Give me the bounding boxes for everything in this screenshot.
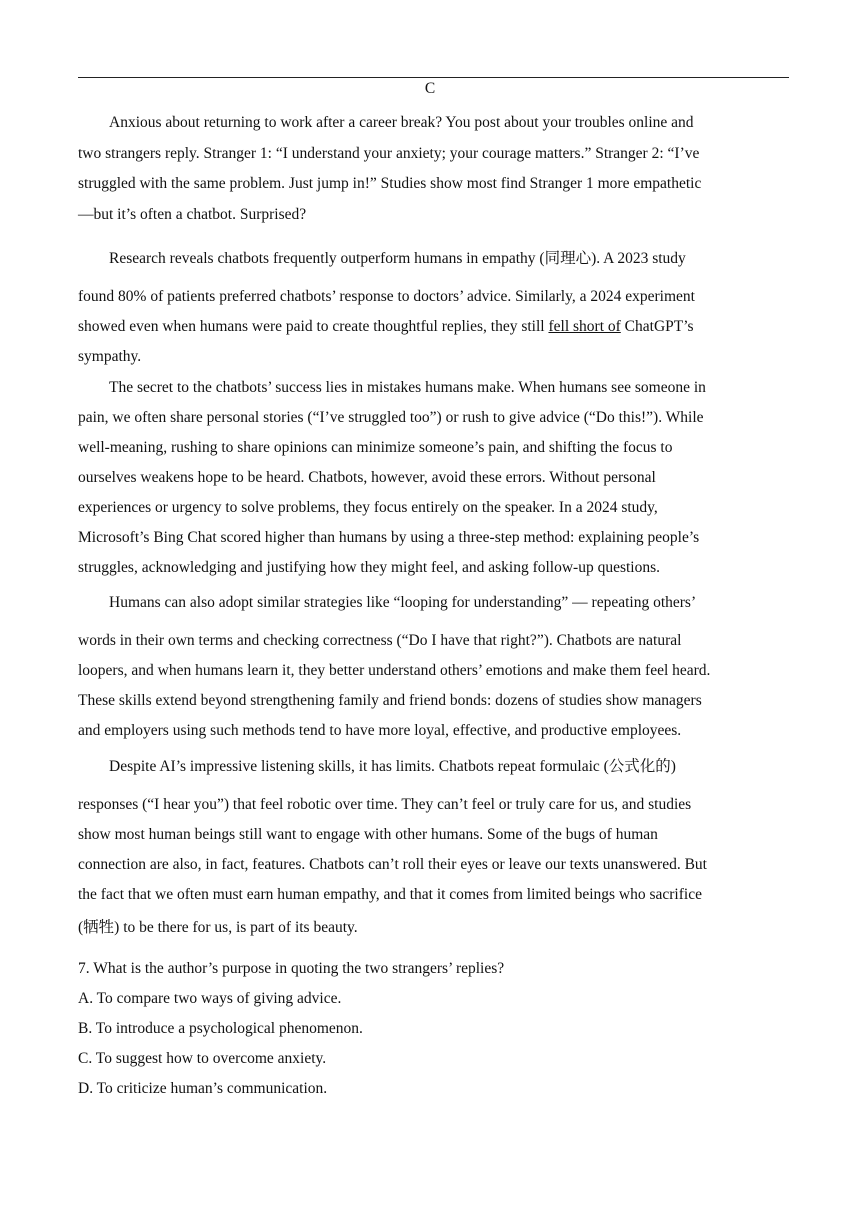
section-letter: C (424, 80, 436, 97)
paragraph-line: Despite AI’s impressive listening skills, it has limits. Chatbots repeat formulaic (公式化的) (109, 758, 676, 775)
paragraph-line: Humans can also adopt similar strategies like “looping for understanding” — repeating others’ (109, 594, 697, 611)
paragraph-line: Research reveals chatbots frequently outperform humans in empathy (同理心). A 2023 study (109, 250, 686, 267)
option-a: A. To compare two ways of giving advice. (78, 990, 342, 1007)
text-segment: showed even when humans were paid to create thoughtful replies, they still (78, 318, 549, 335)
option-d: D. To criticize human’s communication. (78, 1080, 328, 1097)
paragraph-line: struggled with the same problem. Just jump in!” Studies show most find Stranger 1 more empathetic (78, 175, 702, 192)
paragraph-line: Anxious about returning to work after a career break? You post about your troubles online and (109, 114, 694, 131)
paragraph-line: (牺牲) to be there for us, is part of its beauty. (78, 919, 358, 936)
paragraph-line: pain, we often share personal stories (“I’ve struggled too”) or rush to give advice (“Do this!”). While (78, 409, 704, 426)
paragraph-2 (78, 246, 790, 372)
paragraph-1 (78, 108, 790, 230)
paragraph-line: responses (“I hear you”) that feel robotic over time. They can’t feel or truly care for us, and studies (78, 796, 692, 813)
paragraph-line: two strangers reply. Stranger 1: “I understand your anxiety; your courage matters.” Stranger 2: “I’ve (78, 144, 700, 162)
paragraph-line: experiences or urgency to solve problems, they focus entirely on the speaker. In a 2024 study, (78, 499, 658, 516)
paragraph-line: well-meaning, rushing to share opinions can minimize someone’s pain, and shifting the focus to (78, 439, 673, 456)
paragraph-line: the fact that we often must earn human empathy, and that it comes from limited beings who sacrifice (78, 886, 702, 903)
paragraph-line: loopers, and when humans learn it, they better understand others’ emotions and make them feel heard. (78, 662, 711, 679)
paragraph-5 (78, 754, 790, 943)
text-segment: ChatGPT’s (620, 318, 694, 335)
paragraph-line: show most human beings still want to engage with other humans. Some of the bugs of human (78, 826, 658, 843)
question-stem: 7. What is the author’s purpose in quoting the two strangers’ replies? (78, 960, 505, 977)
paragraph-line: connection are also, in fact, features. Chatbots can’t roll their eyes or leave our texts unanswered. But (78, 856, 707, 873)
paragraph-3 (78, 373, 790, 583)
paragraph-line: and employers using such methods tend to have more loyal, effective, and productive employees. (78, 722, 682, 739)
paragraph-line-with-underline (78, 312, 790, 342)
paragraph-line: —but it’s often a chatbot. Surprised? (78, 205, 307, 223)
header-rule (78, 77, 789, 78)
paragraph-line: These skills extend beyond strengthening family and friend bonds: dozens of studies show managers (78, 692, 702, 709)
option-c: C. To suggest how to overcome anxiety. (78, 1050, 327, 1067)
underlined-phrase: fell short of (548, 318, 621, 335)
paragraph-line: Microsoft’s Bing Chat scored higher than humans by using a three-step method: explaining people’s (78, 529, 700, 546)
paragraph-line: struggles, acknowledging and justifying how they might feel, and asking follow-up questions. (78, 559, 661, 576)
paragraph-4 (78, 590, 790, 746)
paragraph-line: words in their own terms and checking correctness (“Do I have that right?”). Chatbots are natural (78, 632, 682, 649)
paragraph-line: ourselves weakens hope to be heard. Chatbots, however, avoid these errors. Without personal (78, 469, 656, 486)
paragraph-line: sympathy. (78, 348, 142, 365)
paragraph-line: found 80% of patients preferred chatbots’ response to doctors’ advice. Similarly, a 2024 experiment (78, 288, 695, 305)
paragraph-line: The secret to the chatbots’ success lies in mistakes humans make. When humans see someone in (109, 379, 706, 396)
option-b: B. To introduce a psychological phenomenon. (78, 1020, 363, 1037)
